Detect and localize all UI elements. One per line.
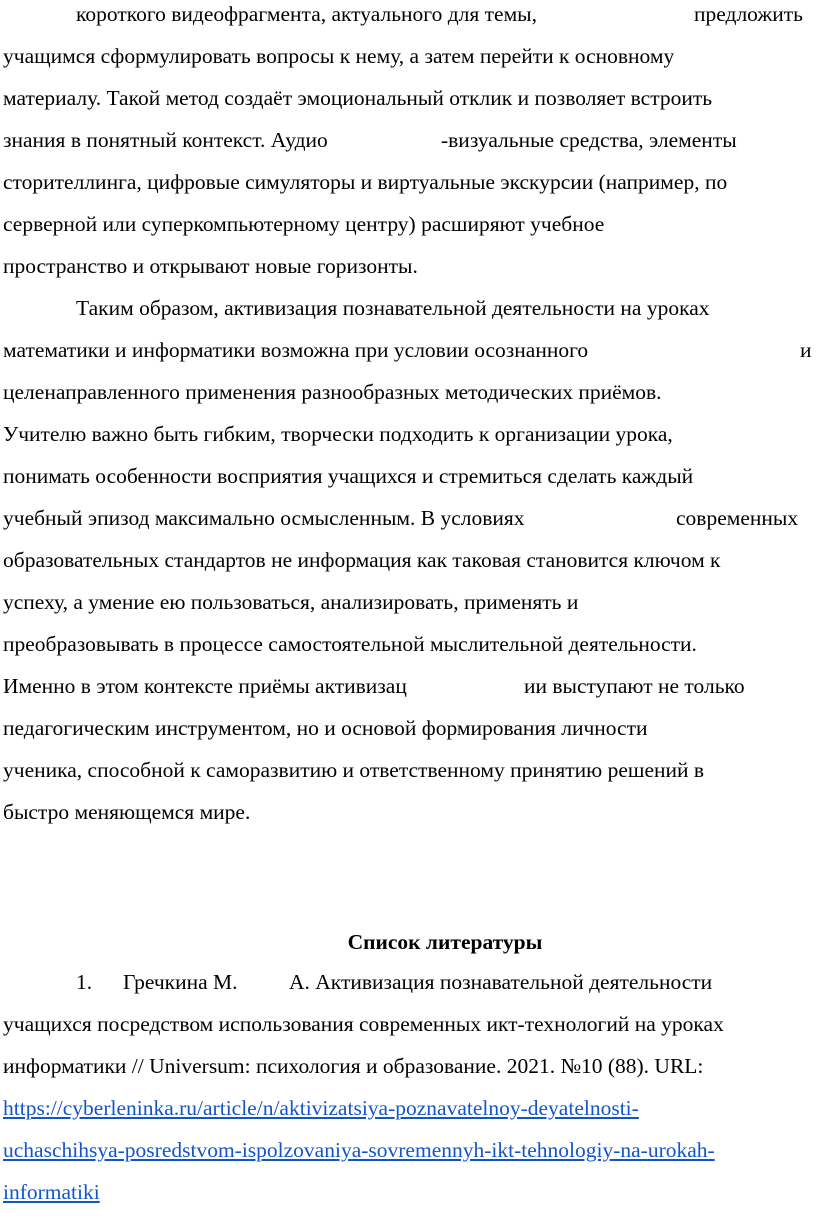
text-segment: Именно в этом контексте приёмы активизац [3,674,407,698]
text-segment: преобразовывать в процессе самостоятельной мыслительной деятельности. [3,632,697,656]
text-segment: серверной или суперкомпьютерному центру) расширяют учебное [3,212,605,236]
text-segment: ии выступают не только [524,674,745,698]
reference-url-link[interactable]: uchaschihsya-posredstvom-ispolzovaniya-sovremennyh-ikt-tehnologiy-na-urokah- [3,1138,715,1162]
references-title: Список литературы [347,930,543,954]
text-segment: Таким образом, активизация познавательной деятельности на уроках [76,296,710,320]
text-segment: ученика, способной к саморазвитию и ответственному принятию решений в [3,758,705,782]
text-segment: быстро меняющемся мире. [3,800,251,824]
text-segment: -визуальные средства, элементы [441,128,737,152]
text-segment: современных [676,506,799,530]
reference-url-link[interactable]: https://cyberleninka.ru/article/n/aktivizatsiya-poznavatelnoy-deyatelnosti- [3,1096,639,1120]
text-segment: предложить [694,2,803,26]
text-segment: математики и информатики возможна при условии осознанного [3,338,589,362]
reference-number: 1. [76,970,93,994]
text-segment: короткого видеофрагмента, актуального для темы, [76,2,537,26]
text-segment: педагогическим инструментом, но и основой формирования личности [3,716,648,740]
text-segment: понимать особенности восприятия учащихся и стремиться сделать каждый [3,464,694,488]
text-segment: и [800,338,812,362]
text-segment: учащимся сформулировать вопросы к нему, а затем перейти к основному [3,44,675,68]
reference-url-link[interactable]: informatiki [3,1180,100,1204]
text-segment: учебный эпизод максимально осмысленным. В условиях [3,506,525,530]
text-segment: образовательных стандартов не информация как таковая становится ключом к [3,548,721,572]
text-segment: целенаправленного применения разнообразных методических приёмов. [3,380,662,404]
text-segment: Учителю важно быть гибким, творчески подходить к организации урока, [3,422,673,446]
text-segment: пространство и открывают новые горизонты. [3,254,418,278]
text-segment: материалу. Такой метод создаёт эмоциональный отклик и позволяет встроить [3,86,713,110]
reference-title-text: учащихся посредством использования современных икт-технологий на уроках [3,1012,724,1036]
reference-author: Гречкина М. [123,970,238,994]
text-segment: сторителлинга, цифровые симуляторы и виртуальные экскурсии (например, по [3,170,728,194]
reference-source-text: информатики // Universum: психология и образование. 2021. №10 (88). URL: [3,1054,704,1078]
reference-title-text: А. Активизация познавательной деятельности [289,970,713,994]
text-segment: успеху, а умение ею пользоваться, анализировать, применять и [3,590,579,614]
text-segment: знания в понятный контекст. Аудио [3,128,328,152]
